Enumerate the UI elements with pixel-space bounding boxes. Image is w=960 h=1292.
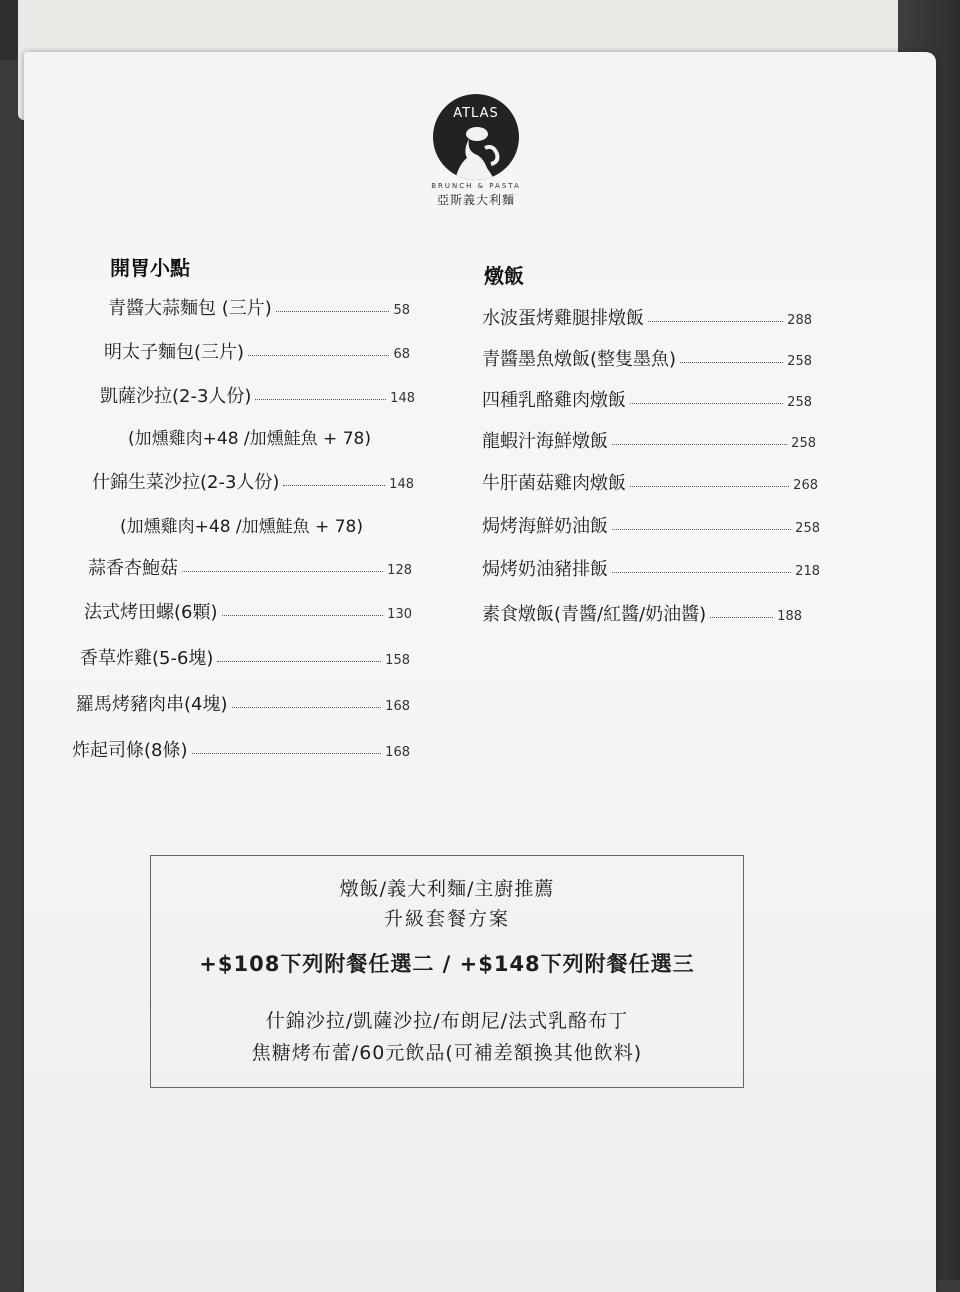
chef-figure-icon (433, 124, 519, 180)
item-price: 258 (787, 354, 812, 369)
item-price: 158 (385, 653, 410, 668)
menu-item (482, 555, 820, 581)
menu-item (482, 512, 820, 538)
logo-word: ATLAS (453, 106, 499, 121)
risotto-title: 燉飯 (484, 264, 524, 288)
menu-item (482, 469, 818, 495)
item-price: 168 (385, 699, 410, 714)
item-name: 素食燉飯(青醬/紅醬/奶油醬) (482, 604, 707, 625)
item-price: 268 (793, 478, 818, 493)
item-price: 68 (393, 347, 410, 362)
dot-leader (630, 486, 789, 487)
promo-line: 升級套餐方案 (383, 908, 510, 930)
menu-item (88, 554, 412, 580)
item-name: 羅馬烤豬肉串(4塊) (76, 694, 228, 715)
menu-item (104, 338, 410, 364)
dot-leader (710, 617, 773, 618)
menu-item (482, 600, 802, 626)
dot-leader (612, 572, 791, 573)
dot-leader (255, 399, 386, 400)
menu-item (92, 468, 414, 494)
dot-leader (612, 529, 791, 530)
dot-leader (248, 355, 389, 356)
dot-leader (612, 444, 787, 445)
item-price: 58 (393, 303, 410, 318)
item-name: 焗烤奶油豬排飯 (482, 559, 608, 580)
item-price: 258 (787, 395, 812, 410)
item-name: 焗烤海鮮奶油飯 (482, 516, 608, 537)
dot-leader (283, 485, 385, 486)
item-name: 凱薩沙拉(2-3人份) (100, 386, 252, 407)
item-price: 288 (787, 313, 812, 328)
dot-leader (630, 403, 783, 404)
item-price: 258 (795, 521, 820, 536)
menu-item (482, 427, 816, 453)
promo-line: 什錦沙拉/凱薩沙拉/布朗尼/法式乳酪布丁 (265, 1010, 629, 1032)
item-name: 龍蝦汁海鮮燉飯 (482, 431, 608, 452)
item-name: 明太子麵包(三片) (104, 342, 245, 363)
item-price: 168 (385, 745, 410, 760)
dot-leader (222, 615, 384, 616)
dot-leader (192, 753, 382, 754)
menu-item (482, 345, 812, 371)
add-on-note: (加燻雞肉+48 /加燻鮭魚 + 78) (120, 517, 363, 537)
item-name: 蒜香杏鮑菇 (88, 558, 178, 579)
dot-leader (232, 707, 382, 708)
add-on-note: (加燻雞肉+48 /加燻鮭魚 + 78) (128, 429, 371, 449)
menu-page (24, 52, 936, 1292)
menu-item (108, 294, 410, 320)
item-name: 四種乳酪雞肉燉飯 (482, 390, 626, 411)
item-price: 258 (791, 436, 816, 451)
logo-subtitle: BRUNCH & PASTA (431, 182, 521, 190)
logo-emblem (433, 94, 519, 180)
item-price: 148 (389, 477, 414, 492)
menu-item (482, 304, 812, 330)
item-name: 青醬墨魚燉飯(整隻墨魚) (482, 349, 677, 370)
set-meal-upgrade-box (150, 855, 744, 1088)
item-price: 148 (390, 391, 415, 406)
dot-leader (276, 311, 390, 312)
item-name: 青醬大蒜麵包 (三片) (108, 298, 272, 319)
appetizers-title: 開胃小點 (110, 256, 190, 280)
item-name: 香草炸雞(5-6塊) (80, 648, 214, 669)
menu-item (80, 644, 410, 670)
menu-item (76, 690, 410, 716)
item-name: 什錦生菜沙拉(2-3人份) (92, 472, 280, 493)
promo-price-line: +$108下列附餐任選二 / +$148下列附餐任選三 (199, 952, 695, 976)
dot-leader (680, 362, 783, 363)
restaurant-logo (416, 94, 536, 208)
dot-leader (217, 661, 381, 662)
logo-chinese-name: 亞斯義大利麵 (436, 193, 515, 207)
item-price: 218 (795, 564, 820, 579)
menu-item (100, 382, 415, 408)
menu-item (72, 736, 410, 762)
dot-leader (648, 321, 783, 322)
menu-item (482, 386, 812, 412)
item-price: 130 (387, 607, 412, 622)
item-name: 牛肝菌菇雞肉燉飯 (482, 473, 626, 494)
menu-item (84, 598, 412, 624)
item-name: 炸起司條(8條) (72, 740, 188, 761)
item-price: 128 (387, 563, 412, 578)
item-name: 法式烤田螺(6顆) (84, 602, 218, 623)
dot-leader (182, 571, 383, 572)
promo-line: 焦糖烤布蕾/60元飲品(可補差額換其他飲料) (251, 1042, 643, 1064)
item-name: 水波蛋烤雞腿排燉飯 (482, 308, 644, 329)
promo-line: 燉飯/義大利麵/主廚推薦 (339, 878, 555, 900)
item-price: 188 (777, 609, 802, 624)
